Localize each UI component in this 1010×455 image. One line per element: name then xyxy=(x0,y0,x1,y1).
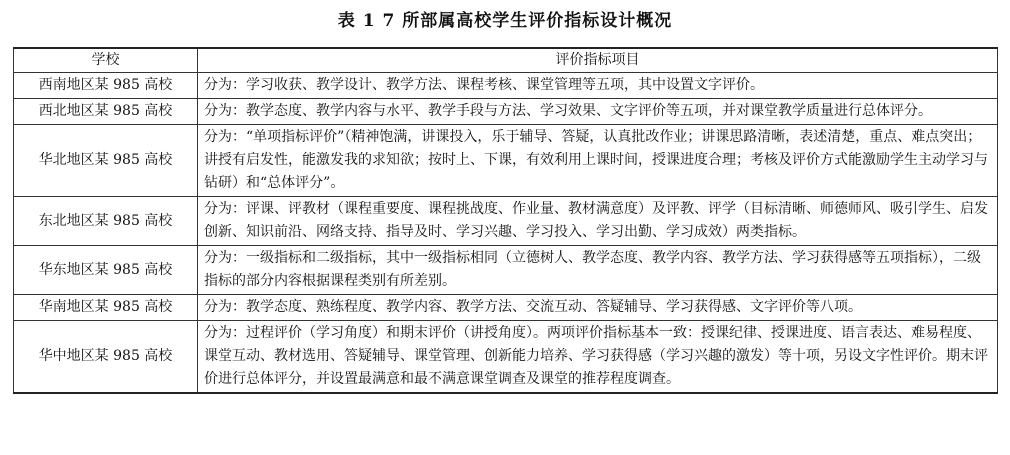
indicator-cell: 分为：教学态度、熟练程度、教学内容、教学方法、交流互动、答疑辅导、学习获得感、文字评价等八项。 xyxy=(198,295,998,321)
header-school: 学校 xyxy=(14,48,198,73)
indicator-cell: 分为：过程评价（学习角度）和期末评价（讲授角度）。两项评价指标基本一致：授课纪律、授课进度、语言表达、难易程度、课堂互动、教材选用、答疑辅导、课堂管理、创新能力培养、学习获得感（学习兴趣的激发）等十项，另设文字性评价。期末评价进行总体评分，并设置最满意和最不满意课堂调查及课堂的推荐程度调查。 xyxy=(198,321,998,394)
school-cell: 华东地区某 985 高校 xyxy=(14,246,198,295)
evaluation-table xyxy=(13,47,998,394)
table-row xyxy=(14,73,998,99)
table-row xyxy=(14,321,998,394)
indicator-cell: 分为：评课、评教材（课程重要度、课程挑战度、作业量、教材满意度）及评教、评学（目标清晰、师德师风、吸引学生、启发创新、知识前沿、网络支持、指导及时、学习兴趣、学习投入、学习出勤、学习成效）两类指标。 xyxy=(198,197,998,246)
school-cell: 西南地区某 985 高校 xyxy=(14,73,198,99)
table-row xyxy=(14,246,998,295)
indicator-cell: 分为：教学态度、教学内容与水平、教学手段与方法、学习效果、文字评价等五项，并对课堂教学质量进行总体评分。 xyxy=(198,99,998,125)
table-title: 表 1 7 所部属高校学生评价指标设计概况 xyxy=(337,11,673,31)
header-indicators: 评价指标项目 xyxy=(198,48,998,73)
table-row xyxy=(14,125,998,197)
indicator-cell: 分为：“单项指标评价”（精神饱满，讲课投入，乐于辅导、答疑，认真批改作业；讲课思路清晰，表述清楚，重点、难点突出；讲授有启发性，能激发我的求知欲；按时上、下课，有效利用上课时间，授课进度合理；考核及评价方式能激励学生主动学习与钻研）和“总体评分”。 xyxy=(198,125,998,197)
indicator-cell: 分为：一级指标和二级指标，其中一级指标相同（立德树人、教学态度、教学内容、教学方法、学习获得感等五项指标），二级指标的部分内容根据课程类别有所差别。 xyxy=(198,246,998,295)
table-row xyxy=(14,197,998,246)
school-cell: 西北地区某 985 高校 xyxy=(14,99,198,125)
table-row xyxy=(14,295,998,321)
school-cell: 华北地区某 985 高校 xyxy=(14,125,198,197)
indicator-cell: 分为：学习收获、教学设计、教学方法、课程考核、课堂管理等五项，其中设置文字评价。 xyxy=(198,73,998,99)
school-cell: 华南地区某 985 高校 xyxy=(14,295,198,321)
school-cell: 东北地区某 985 高校 xyxy=(14,197,198,246)
table-header-row xyxy=(14,48,998,73)
school-cell: 华中地区某 985 高校 xyxy=(14,321,198,394)
table-row xyxy=(14,99,998,125)
